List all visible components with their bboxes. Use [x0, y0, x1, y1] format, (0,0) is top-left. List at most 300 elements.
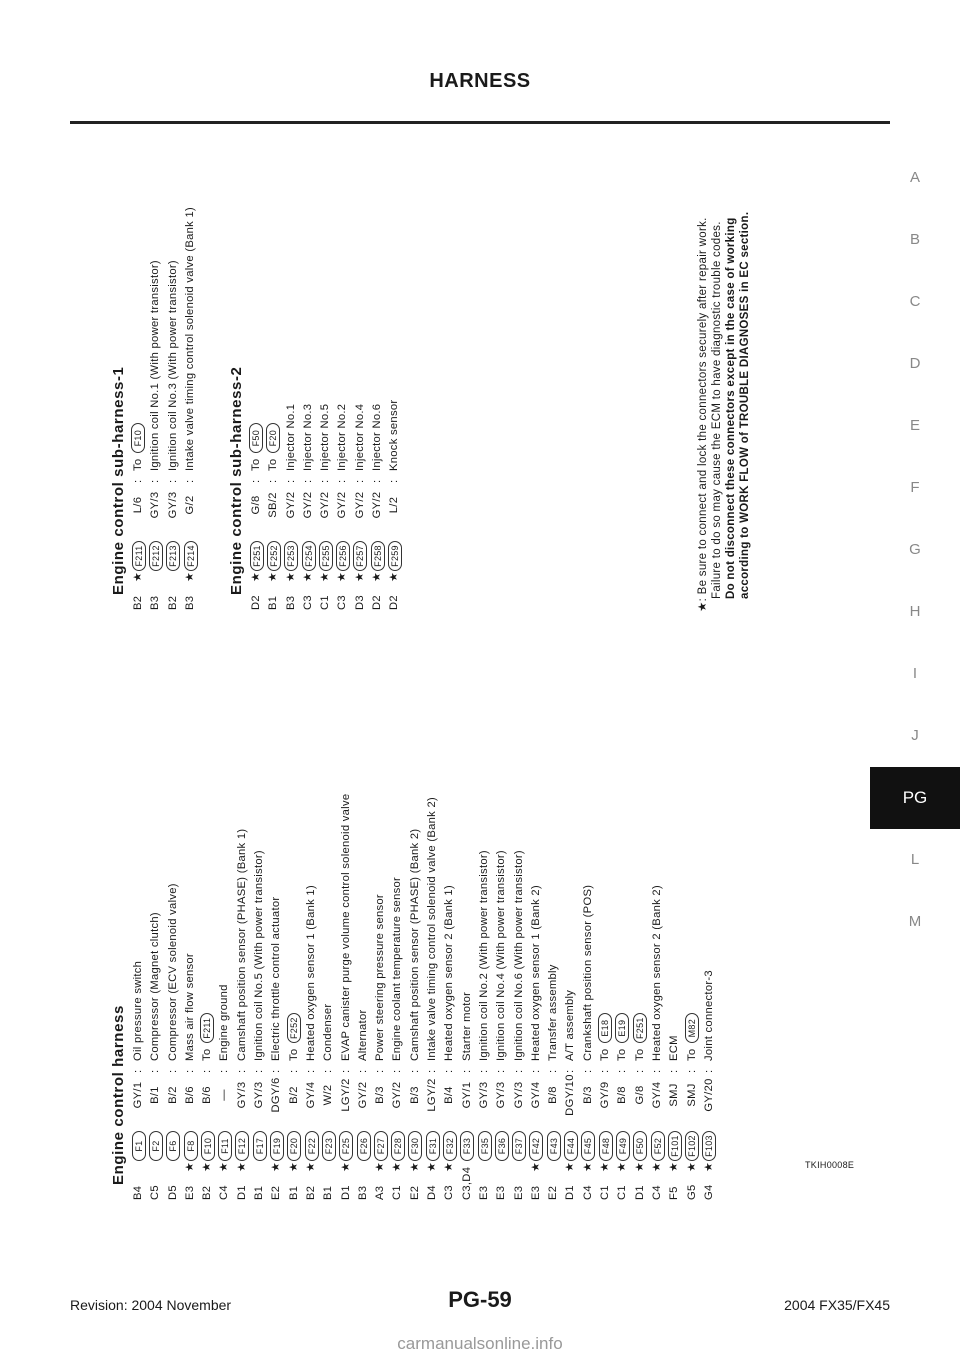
grid-location: C1	[391, 1185, 404, 1200]
connector-color: GY/2	[391, 1081, 404, 1109]
connector-description	[407, 829, 424, 1061]
connector-id	[529, 1117, 543, 1161]
description-text: Knock sensor	[388, 399, 401, 471]
connector-row	[666, 794, 683, 1200]
connector-badge: F6	[166, 1131, 180, 1161]
connector-row	[562, 794, 579, 1200]
star-icon: ★	[183, 1161, 196, 1172]
connector-description	[441, 885, 458, 1061]
connector-id	[616, 1117, 630, 1161]
separator: :	[460, 1069, 473, 1073]
star-icon: ★	[581, 1161, 594, 1172]
connector-description	[580, 885, 597, 1061]
connector-description	[684, 1013, 701, 1061]
connector-row	[286, 794, 303, 1200]
connector-color: GY/2	[356, 1081, 369, 1109]
note-text: according to WORK FLOW of TROUBLE DIAGNOSES in EC section.	[739, 211, 751, 599]
note-text: Failure to do so may cause the ECM to have diagnostic trouble codes.	[711, 221, 723, 599]
connector-badge: F255	[319, 541, 333, 571]
grid-location: B4	[132, 1185, 144, 1200]
connector-row	[352, 367, 369, 611]
connector-id	[336, 527, 350, 571]
separator: :	[253, 1069, 266, 1073]
connector-id	[322, 1117, 336, 1161]
connector-description	[597, 1013, 614, 1061]
star-icon: ★	[284, 571, 297, 582]
connector-color: GY/2	[284, 491, 297, 519]
connector-description	[614, 1013, 631, 1061]
connector-badge: F44	[564, 1131, 578, 1161]
grid-location: C4	[650, 1185, 663, 1200]
connector-row	[545, 794, 562, 1200]
grid-location: B1	[267, 595, 280, 610]
connector-id	[284, 527, 298, 571]
connector-id	[495, 1117, 509, 1161]
connector-badge: F2	[149, 1131, 163, 1161]
connector-row	[355, 794, 372, 1200]
connector-badge: F12	[235, 1131, 249, 1161]
connector-id	[685, 1117, 699, 1161]
connector-color: GY/1	[132, 1081, 144, 1109]
grid-location: C1	[599, 1185, 612, 1200]
connector-badge: F254	[302, 541, 316, 571]
connector-color: B/3	[374, 1086, 387, 1104]
connector-description	[147, 912, 164, 1061]
connector-row	[234, 794, 251, 1200]
grid-location: C5	[149, 1185, 162, 1200]
description-text: Condenser	[322, 1003, 335, 1061]
separator: :	[702, 1069, 715, 1073]
grid-location: C1	[319, 595, 332, 610]
connector-row	[684, 794, 701, 1200]
separator: :	[132, 479, 144, 483]
connector-id	[166, 527, 180, 571]
connector-id	[250, 527, 264, 571]
grid-location: C4	[218, 1185, 231, 1200]
description-text: Intake valve timing control solenoid valve (Bank 2)	[426, 796, 439, 1061]
section-tab[interactable]: D	[909, 355, 921, 372]
connector-id	[651, 1117, 665, 1161]
connector-description	[234, 829, 251, 1061]
connector-id	[184, 1117, 198, 1161]
star-icon: ★	[426, 1161, 439, 1172]
description-text: Injector No.4	[353, 403, 366, 471]
connector-row	[493, 794, 510, 1200]
description-text: To	[201, 1048, 214, 1061]
section-tab[interactable]: E	[909, 417, 920, 434]
connector-id	[388, 527, 402, 571]
connector-description	[130, 423, 147, 471]
connector-description	[199, 1013, 216, 1061]
connector-badge: F22	[305, 1131, 319, 1161]
page-number: PG-59	[448, 1287, 512, 1312]
grid-location: B3	[356, 1185, 369, 1200]
connector-description	[459, 992, 476, 1061]
connector-row	[476, 794, 493, 1200]
separator: :	[235, 1069, 248, 1073]
connector-list	[130, 207, 199, 610]
grid-location: D5	[166, 1185, 179, 1200]
connector-row	[511, 794, 528, 1200]
star-icon: ★	[633, 1161, 646, 1172]
grid-location: D2	[371, 595, 384, 610]
destination-connector-badge: F50	[249, 423, 263, 453]
connector-badge: F257	[353, 541, 367, 571]
star-icon: ★	[599, 1161, 612, 1172]
connector-color: GY/3	[235, 1081, 248, 1109]
connector-badge: F8	[184, 1131, 198, 1161]
description-text: Heated oxygen sensor 1 (Bank 1)	[304, 885, 317, 1061]
separator: :	[426, 1069, 439, 1073]
connector-id	[319, 527, 333, 571]
description-text: To	[685, 1048, 698, 1061]
connector-id	[702, 1117, 716, 1161]
connector-description	[424, 797, 441, 1061]
grid-location: E2	[408, 1185, 421, 1200]
grid-location: B2	[166, 595, 179, 610]
connector-description	[493, 850, 510, 1061]
sub-harness-2-section	[226, 367, 404, 611]
connector-badge: F102	[685, 1131, 699, 1161]
connector-id	[408, 1117, 422, 1161]
connector-color: GY/4	[304, 1081, 317, 1109]
separator: :	[339, 1069, 352, 1073]
grid-location: B1	[322, 1185, 335, 1200]
separator: :	[374, 1069, 387, 1073]
grid-location: B3	[284, 595, 297, 610]
connector-color: GY/9	[599, 1081, 612, 1109]
separator: :	[166, 1069, 179, 1073]
connector-row	[649, 794, 666, 1200]
connector-id	[166, 1117, 180, 1161]
section-tab[interactable]: J	[911, 727, 919, 744]
separator: :	[166, 479, 179, 483]
connector-badge: F20	[287, 1131, 301, 1161]
separator: :	[495, 1069, 508, 1073]
connector-description	[165, 883, 182, 1061]
grid-location: C3	[336, 595, 349, 610]
connector-description	[265, 423, 282, 471]
description-text: Heated oxygen sensor 2 (Bank 2)	[650, 885, 663, 1061]
grid-location: D1	[235, 1185, 248, 1200]
separator: :	[284, 479, 297, 483]
note-text: : Be sure to connect and lock the connectors securely after repair work.	[697, 217, 709, 602]
description-text: To	[250, 458, 262, 471]
connector-badge: F25	[339, 1131, 353, 1161]
section-tab[interactable]: F	[910, 479, 920, 496]
connector-badge: F36	[495, 1131, 509, 1161]
grid-location: E3	[477, 1185, 490, 1200]
separator: :	[356, 1069, 369, 1073]
grid-location: B2	[201, 1185, 214, 1200]
star-icon: ★	[235, 1161, 248, 1172]
connector-description	[389, 877, 406, 1061]
connector-color: GY/2	[371, 491, 384, 519]
connector-id	[357, 1117, 371, 1161]
connector-badge: F48	[599, 1131, 613, 1161]
section-tab[interactable]: B	[909, 231, 920, 248]
section-tab[interactable]: M	[908, 913, 922, 930]
connector-row	[372, 794, 389, 1200]
grid-location: B1	[253, 1185, 266, 1200]
destination-connector-badge: F211	[200, 1013, 214, 1043]
connector-row	[165, 207, 182, 610]
connector-row	[130, 794, 147, 1200]
connector-description	[355, 1009, 372, 1061]
connector-color: GY/3	[166, 491, 179, 519]
connector-description	[320, 1004, 337, 1061]
star-icon: ★	[529, 1161, 542, 1172]
connector-description	[649, 885, 666, 1061]
connector-badge: F19	[270, 1131, 284, 1161]
separator: :	[391, 1069, 404, 1073]
separator: :	[132, 1069, 144, 1073]
note-text: Do not disconnect these connectors except in the case of working	[725, 217, 737, 599]
description-text: Ignition coil No.2 (With power transistor)	[477, 850, 490, 1061]
connector-badge: F50	[633, 1131, 647, 1161]
connector-badge: F45	[581, 1131, 595, 1161]
section-tab-active[interactable]: PG	[870, 767, 960, 829]
connector-description	[303, 885, 320, 1061]
connector-row	[265, 367, 282, 611]
connector-badge: F259	[388, 541, 402, 571]
grid-location: D3	[353, 595, 366, 610]
connector-color: GY/3	[495, 1081, 508, 1109]
connector-color: B/4	[443, 1086, 456, 1104]
connector-color: LGY/2	[339, 1078, 352, 1112]
connector-color: B/2	[287, 1086, 300, 1104]
connector-description	[352, 404, 369, 471]
connector-description	[545, 964, 562, 1061]
star-icon: ★	[371, 571, 384, 582]
description-text: To	[599, 1048, 612, 1061]
description-text: Ignition coil No.1 (With power transistor)	[149, 260, 162, 471]
connector-description	[369, 404, 386, 471]
connector-badge: F103	[702, 1131, 716, 1161]
separator: :	[650, 1069, 663, 1073]
connector-badge: F31	[426, 1131, 440, 1161]
star-icon: ★	[304, 1161, 317, 1172]
separator: :	[408, 1069, 421, 1073]
connector-color: GY/2	[319, 491, 332, 519]
description-text: Ignition coil No.6 (With power transistor)	[512, 850, 525, 1061]
connector-badge: F32	[443, 1131, 457, 1161]
connector-badge: F26	[357, 1131, 371, 1161]
description-text: Compressor (ECV solenoid valve)	[166, 883, 179, 1061]
connector-description	[182, 207, 199, 471]
star-icon: ★	[685, 1161, 698, 1172]
section-tab[interactable]: L	[910, 851, 920, 868]
separator: :	[149, 1069, 162, 1073]
connector-badge: F251	[250, 541, 264, 571]
star-icon: ★	[301, 571, 314, 582]
separator: :	[616, 1069, 629, 1073]
grid-location: A3	[374, 1185, 387, 1200]
destination-connector-badge: M82	[685, 1013, 699, 1043]
connector-row	[632, 794, 649, 1200]
connector-color: B/8	[547, 1086, 560, 1104]
connector-color: GY/2	[301, 491, 314, 519]
connector-id	[564, 1117, 578, 1161]
description-text: Ignition coil No.4 (With power transistor)	[495, 850, 508, 1061]
connector-id	[132, 1117, 146, 1161]
connector-row	[369, 367, 386, 611]
description-text: Ignition coil No.3 (With power transistor)	[166, 260, 179, 471]
separator: :	[685, 1069, 698, 1073]
grid-location: B1	[287, 1185, 300, 1200]
connector-id	[478, 1117, 492, 1161]
connector-description	[286, 1013, 303, 1061]
separator: :	[201, 1069, 214, 1073]
connector-id	[149, 527, 163, 571]
connector-color: G/8	[250, 495, 262, 515]
star-icon: ★	[616, 1161, 629, 1172]
connector-description	[562, 990, 579, 1061]
connector-row	[407, 794, 424, 1200]
footer-model: 2004 FX35/FX45	[784, 1297, 890, 1313]
description-text: To	[287, 1048, 300, 1061]
grid-location: C1	[616, 1185, 629, 1200]
connector-row	[300, 367, 317, 611]
section-tab[interactable]: H	[909, 603, 921, 620]
connector-row	[338, 794, 355, 1200]
grid-location: G4	[702, 1184, 715, 1200]
connector-badge: F213	[166, 541, 180, 571]
separator: :	[633, 1069, 646, 1073]
connector-badge: F253	[284, 541, 298, 571]
connector-row	[597, 794, 614, 1200]
connector-badge: F43	[547, 1131, 561, 1161]
connector-row	[130, 207, 147, 610]
connector-color: DGY/10	[564, 1074, 577, 1116]
connector-description	[476, 850, 493, 1061]
grid-location: E3	[183, 1185, 196, 1200]
destination-connector-badge: F20	[266, 423, 280, 453]
star-icon: ★	[336, 571, 349, 582]
connector-color: —	[218, 1089, 231, 1101]
connector-description	[511, 850, 528, 1061]
connector-list	[130, 794, 718, 1200]
connector-id	[668, 1117, 682, 1161]
connector-id	[460, 1117, 474, 1161]
section-index-tabs	[870, 147, 960, 953]
description-text: Crankshaft position sensor (POS)	[581, 884, 594, 1061]
grid-location: C3,D4	[460, 1166, 473, 1200]
connector-description	[372, 894, 389, 1061]
connector-row	[459, 794, 476, 1200]
connector-id	[353, 527, 367, 571]
connector-badge: F211	[132, 541, 146, 571]
connector-badge: F101	[668, 1131, 682, 1161]
connector-color: GY/2	[336, 491, 349, 519]
connector-row	[424, 794, 441, 1200]
connector-badge: F256	[336, 541, 350, 571]
description-text: EVAP canister purge volume control solenoid valve	[339, 793, 352, 1061]
grid-location: D4	[426, 1185, 439, 1200]
star-icon: ★	[697, 601, 709, 612]
section-title: Engine control harness	[110, 1005, 127, 1185]
grid-location: B3	[149, 595, 162, 610]
connector-badge: F17	[253, 1131, 267, 1161]
connector-color: SMJ	[668, 1083, 681, 1107]
connector-badge: F42	[529, 1131, 543, 1161]
header-divider	[70, 121, 890, 124]
connector-description	[338, 794, 355, 1061]
grid-location: B3	[183, 595, 196, 610]
connector-row	[268, 794, 285, 1200]
connector-badge: F10	[201, 1131, 215, 1161]
separator: :	[564, 1069, 577, 1073]
star-icon: ★	[702, 1161, 715, 1172]
separator: :	[322, 1069, 335, 1073]
description-text: Heated oxygen sensor 2 (Bank 1)	[443, 885, 456, 1061]
connector-badge: F258	[371, 541, 385, 571]
connector-badge: F27	[374, 1131, 388, 1161]
star-icon: ★	[408, 1161, 421, 1172]
connector-description	[632, 1013, 649, 1061]
description-text: Injector No.3	[301, 403, 314, 471]
connector-row	[303, 794, 320, 1200]
connector-description	[666, 1035, 683, 1061]
star-icon: ★	[132, 571, 144, 582]
star-icon: ★	[443, 1161, 456, 1172]
connector-row	[317, 367, 334, 611]
connector-row	[182, 794, 199, 1200]
connector-row	[701, 794, 718, 1200]
section-tab[interactable]: C	[909, 293, 921, 310]
grid-location: E3	[529, 1185, 542, 1200]
destination-connector-badge: F251	[633, 1013, 647, 1043]
star-icon: ★	[218, 1161, 231, 1172]
connector-id	[305, 1117, 319, 1161]
connector-color: GY/3	[149, 491, 162, 519]
grid-location: B2	[132, 595, 144, 610]
description-text: Intake valve timing control solenoid valve (Bank 1)	[183, 206, 196, 471]
star-icon: ★	[183, 571, 196, 582]
page-title: HARNESS	[429, 70, 531, 92]
connector-row	[389, 794, 406, 1200]
star-icon: ★	[319, 571, 332, 582]
connector-row	[441, 794, 458, 1200]
connector-id	[374, 1117, 388, 1161]
connector-color: B/3	[408, 1086, 421, 1104]
description-text: Compressor (Magnet clutch)	[149, 912, 162, 1061]
connector-id	[218, 1117, 232, 1161]
connector-color: B/8	[616, 1086, 629, 1104]
description-text: Injector No.5	[319, 403, 332, 471]
connector-color: DGY/6	[270, 1077, 283, 1113]
separator: :	[149, 479, 162, 483]
star-icon: ★	[250, 571, 262, 582]
engine-control-harness-section	[108, 794, 718, 1200]
connector-row	[334, 367, 351, 611]
grid-location: E3	[512, 1185, 525, 1200]
connector-id	[547, 1117, 561, 1161]
star-icon: ★	[339, 1161, 352, 1172]
connector-description	[165, 260, 182, 471]
section-tab[interactable]: I	[912, 665, 918, 682]
harness-connector-table	[108, 190, 798, 1200]
description-text: Mass air flow sensor	[183, 953, 196, 1061]
section-tab[interactable]: G	[909, 541, 921, 558]
connector-id	[270, 1117, 284, 1161]
connector-description	[334, 404, 351, 471]
connector-color: B/6	[183, 1086, 196, 1104]
section-tab[interactable]: A	[909, 169, 920, 186]
star-icon: ★	[388, 571, 401, 582]
description-text: Joint connector-3	[702, 970, 715, 1061]
connector-description	[300, 404, 317, 471]
